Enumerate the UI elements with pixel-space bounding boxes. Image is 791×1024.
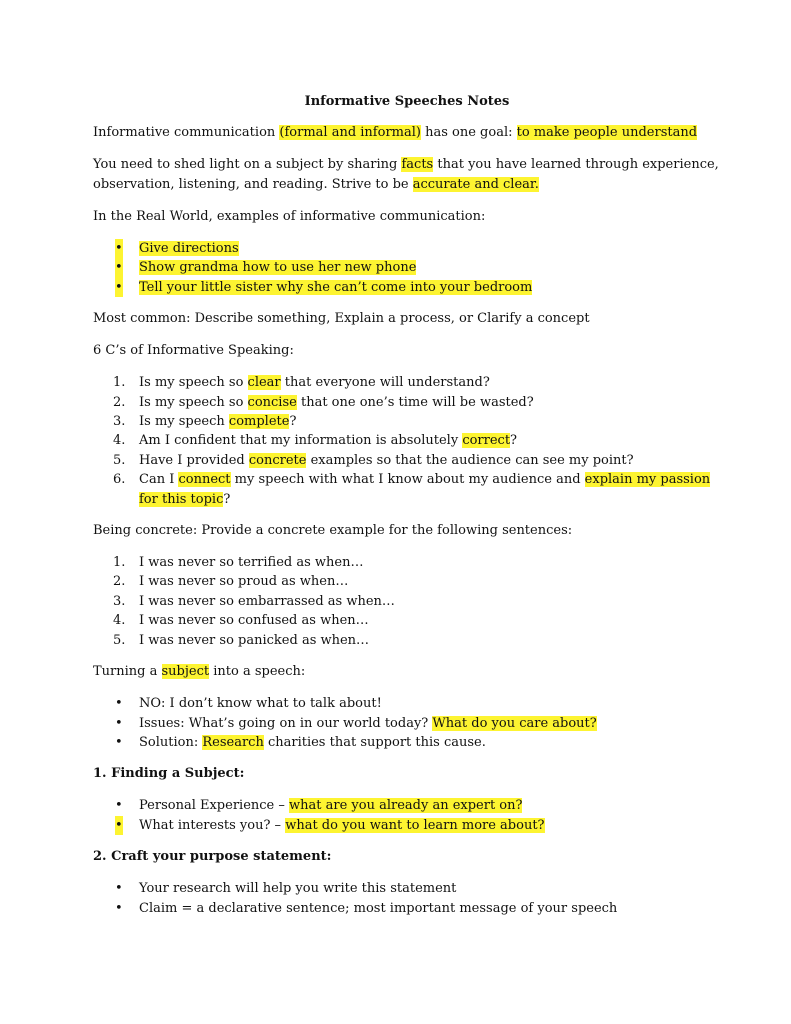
text-run: Have I provided [139, 452, 249, 468]
highlight: explain my passion for this topic [139, 472, 711, 507]
bullet-icon: • [115, 881, 123, 897]
highlight: subject [161, 664, 210, 680]
page-title: Informative Speeches Notes [304, 94, 510, 109]
list-item [93, 239, 721, 258]
paragraph-turning [93, 662, 721, 682]
bullet-icon: • [115, 239, 123, 258]
list-item [93, 258, 721, 277]
text-run: I was never so terrified as when… [139, 555, 364, 571]
list-item [93, 879, 721, 898]
text-run: I was never so embarrassed as when… [139, 593, 395, 609]
text-run: ? [510, 433, 518, 449]
highlight: concrete [248, 452, 307, 468]
text-run: Is my speech [139, 414, 229, 430]
list-item [93, 553, 721, 572]
highlight: (formal and informal) [279, 125, 421, 140]
text-run: Issues: What’s going on in our world today? [139, 715, 433, 731]
bullet-icon: • [115, 715, 123, 731]
highlight: accurate and clear. [412, 177, 539, 192]
paragraph-real-world: In the Real World, examples of informative communication: [93, 209, 486, 224]
list-item [93, 412, 721, 431]
list-item [93, 431, 721, 450]
list-item [93, 714, 721, 733]
text-run: that one one’s time will be wasted? [296, 394, 534, 410]
list-item [93, 611, 721, 630]
highlight: what do you want to learn more about? [285, 817, 545, 833]
text-run: into a speech: [209, 664, 306, 680]
bullet-icon: • [115, 900, 123, 916]
list-number: 1. [113, 375, 126, 391]
list-number: 1. [113, 555, 126, 571]
paragraph-most-common: Most common: Describe something, Explain a process, or Clarify a concept [93, 311, 590, 327]
list-number: 2. [113, 574, 126, 590]
highlight: to make people understand [516, 125, 698, 140]
text-run: Your research will help you write this statement [139, 881, 457, 897]
bullet-icon: • [115, 798, 123, 814]
highlight: What do you care about? [432, 715, 597, 731]
list-item [93, 278, 721, 297]
paragraph-goal [93, 123, 721, 143]
highlight: Research [202, 734, 264, 750]
section-heading-finding: 1. Finding a Subject: [93, 766, 245, 782]
text-run: my speech with what I know about my audience and [230, 472, 585, 488]
six-cs-list [93, 373, 721, 509]
highlight: complete [228, 414, 290, 430]
list-item [93, 373, 721, 392]
text-run: I was never so panicked as when… [139, 632, 370, 648]
text-run: examples so that the audience can see my point? [306, 452, 634, 468]
text-run: Turning a [93, 664, 162, 680]
text-run: Claim = a declarative sentence; most important message of your speech [139, 900, 618, 916]
list-number: 4. [113, 613, 126, 629]
highlight: clear [247, 375, 281, 391]
highlight: Show grandma how to use her new phone [139, 260, 417, 276]
highlight: facts [401, 157, 434, 172]
text-run: has one goal: [420, 125, 517, 140]
list-number: 5. [113, 452, 126, 468]
text-run: You need to shed light on a subject by sharing [93, 157, 402, 172]
concrete-list [93, 553, 721, 650]
highlight: Tell your little sister why she can’t come into your bedroom [139, 279, 533, 295]
paragraph-six-cs: 6 C’s of Informative Speaking: [93, 343, 294, 359]
section-heading-craft: 2. Craft your purpose statement: [93, 849, 332, 865]
text-run: Is my speech so [139, 394, 248, 410]
craft-list [93, 879, 721, 918]
text-run: I was never so proud as when… [139, 574, 349, 590]
bullet-icon: • [115, 696, 123, 712]
list-item [93, 899, 721, 918]
text-run: Informative communication [93, 125, 280, 140]
bullet-icon: • [115, 278, 123, 297]
highlight: concise [247, 394, 297, 410]
bullet-icon: • [115, 258, 123, 277]
highlight: correct [462, 433, 511, 449]
text-run: NO: I don’t know what to talk about! [139, 696, 382, 712]
list-item [93, 572, 721, 591]
list-item [93, 592, 721, 611]
list-number: 6. [113, 472, 126, 488]
list-item [93, 733, 721, 752]
list-item [93, 393, 721, 412]
text-run: Am I confident that my information is absolutely [139, 433, 463, 449]
text-run: Is my speech so [139, 375, 248, 391]
text-run: What interests you? – [139, 817, 286, 833]
paragraph-being-concrete: Being concrete: Provide a concrete example for the following sentences: [93, 523, 573, 539]
bullet-icon: • [115, 734, 123, 750]
list-item [93, 796, 721, 815]
text-run: Can I [139, 472, 179, 488]
list-item [93, 470, 721, 509]
text-run: Solution: [139, 734, 203, 750]
list-item [93, 816, 721, 835]
list-number: 5. [113, 632, 126, 648]
finding-list [93, 796, 721, 835]
text-run: that everyone will understand? [280, 375, 490, 391]
text-run: ? [223, 491, 231, 507]
list-number: 3. [113, 414, 126, 430]
bullet-icon: • [115, 816, 123, 835]
text-run: charities that support this cause. [263, 734, 486, 750]
turning-list [93, 694, 721, 752]
list-item [93, 451, 721, 470]
text-run: I was never so confused as when… [139, 613, 369, 629]
examples-list [93, 239, 721, 297]
list-number: 3. [113, 593, 126, 609]
highlight: connect [178, 472, 231, 488]
list-number: 2. [113, 394, 126, 410]
highlight: Give directions [139, 241, 239, 256]
list-item [93, 694, 721, 713]
text-run: ? [289, 414, 297, 430]
text-run: Personal Experience – [139, 798, 289, 814]
list-number: 4. [113, 433, 126, 449]
highlight: what are you already an expert on? [289, 798, 523, 814]
list-item [93, 631, 721, 650]
paragraph-shed-light [93, 155, 721, 195]
text-run: that you have learned through experience, observation, listening, and reading. Strive to be [93, 157, 719, 192]
